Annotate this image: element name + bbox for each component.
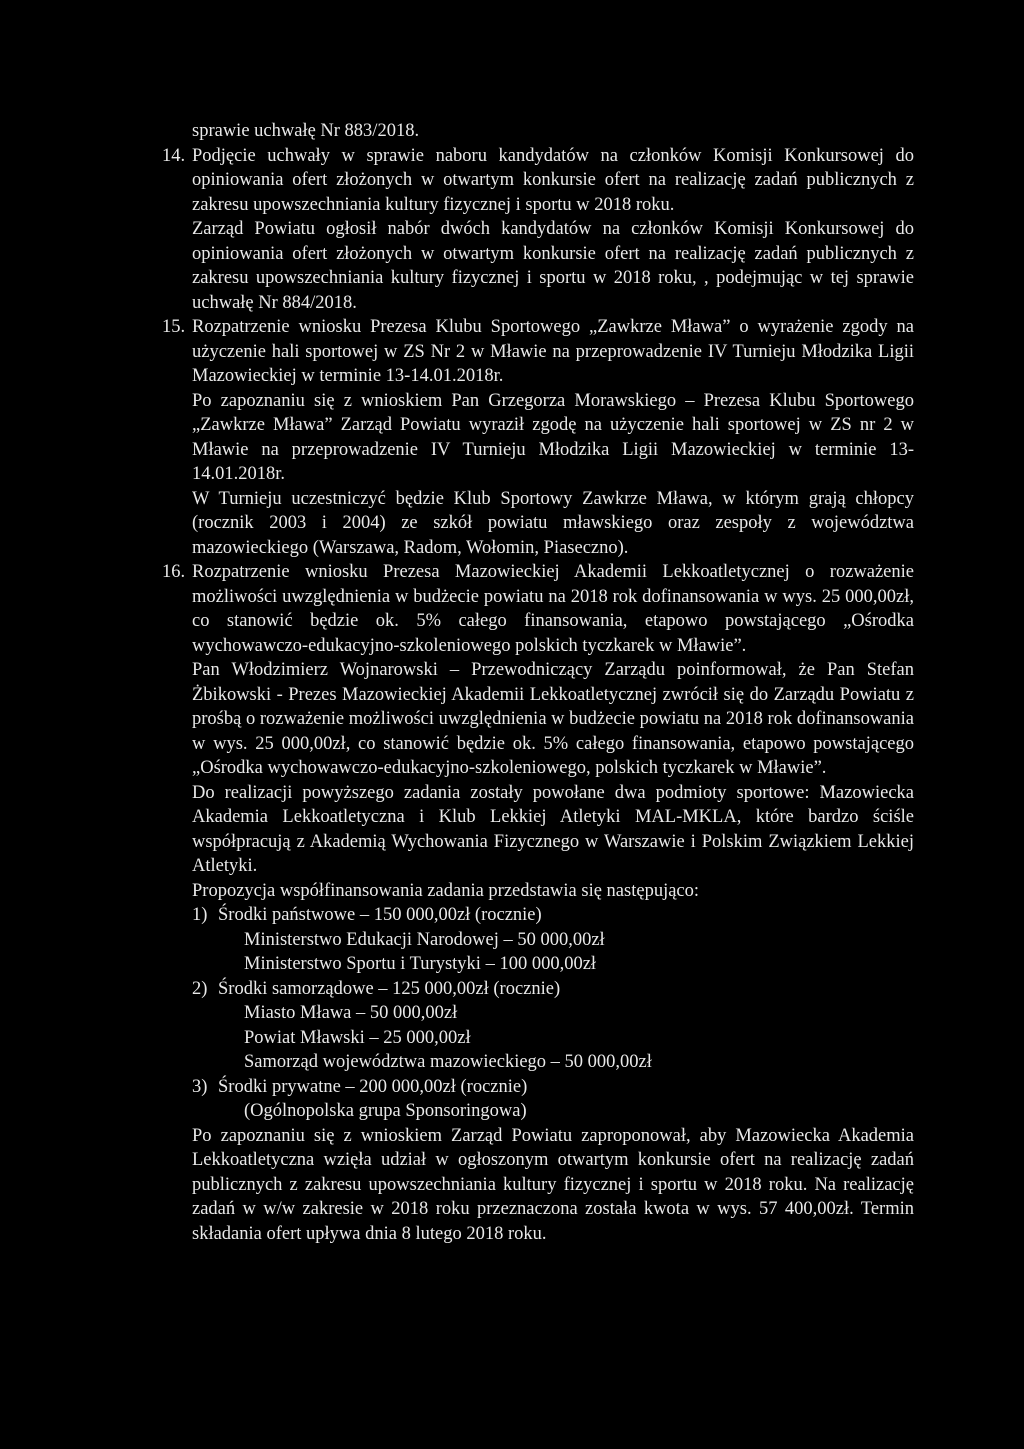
funding-head: Środki samorządowe – 125 000,00zł (rocznie) [218,978,561,999]
proposal-intro: Propozycja współfinansowania zadania przedstawia się następująco: [192,880,700,901]
funding-sub: Miasto Mława – 50 000,00zł [244,1003,458,1023]
item-body: W Turnieju uczestniczyć będzie Klub Sportowy Zawkrze Mława, w którym grają chłopcy (rocznik 2003 i 2004) ze szkół powiatu mławskiego oraz zespoły z województwa mazowieckiego (Warszawa, Radom, Wołomin, Piaseczno). [192,488,914,558]
funding-item [192,903,914,977]
funding-list [192,903,914,1124]
item-body: Pan Włodzimierz Wojnarowski – Przewodniczący Zarządu poinformował, że Pan Stefan Żbikowski - Prezes Mazowieckiej Akademii Lekkoatletycznej zwrócił się do Zarządu Powiatu z prośbą o rozważenie możliwości uwzględnienia w budżecie powiatu na 2018 rok dofinansowania w wys. 25 000,00zł, co stanowić będzie ok. 5% całego finansowania, etapowo powstającego „Ośrodka wychowawczo-edukacyjno-szkoleniowego, polskich tyczkarek w Mławie”. [192,660,914,778]
item-14 [162,144,914,316]
funding-sub: Ministerstwo Sportu i Turystyki – 100 000,00zł [244,954,597,974]
funding-head: Środki prywatne – 200 000,00zł (rocznie) [218,1076,528,1097]
funding-sub: (Ogólnopolska grupa Sponsoringowa) [244,1101,527,1121]
item-number: 14. [162,145,186,166]
document-page [162,119,914,1246]
item-15 [162,315,914,560]
item-body: Po zapoznaniu się z wnioskiem Pan Grzegorza Morawskiego – Prezesa Klubu Sportowego „Zawkrze Mława” Zarząd Powiatu wyraził zgodę na użyczenie hali sportowej w ZS nr 2 w Mławie na przeprowadzenie IV Turnieju Młodzika Ligii Mazowieckiej w terminie 13-14.01.2018r. [192,390,914,484]
funding-head: Środki państwowe – 150 000,00zł (rocznie) [218,905,542,925]
funding-number: 3) [192,1076,208,1097]
item-title: Rozpatrzenie wniosku Prezesa Klubu Sportowego „Zawkrze Mława” o wyrażenie zgody na użyczenie hali sportowej w ZS Nr 2 w Mławie na przeprowadzenie IV Turnieju Młodzika Ligii Mazowieckiej w terminie 13-14.01.2018r. [192,317,914,386]
item-title: Rozpatrzenie wniosku Prezesa Mazowieckiej Akademii Lekkoatletycznej o rozważenie możliwości uwzględnienia w budżecie powiatu na 2018 rok dofinansowania w wys. 25 000,00zł, co stanowić będzie ok. 5% całego finansowania, etapowo powstającego „Ośrodka wychowawczo-edukacyjno-szkoleniowego polskich tyczkarek w Mławie”. [192,562,914,656]
funding-sub: Ministerstwo Edukacji Narodowej – 50 000,00zł [244,929,605,950]
funding-sub: Samorząd województwa mazowieckiego – 50 000,00zł [244,1052,652,1072]
item-body: Do realizacji powyższego zadania zostały powołane dwa podmioty sportowe: Mazowiecka Akademia Lekkoatletyczna i Klub Lekkiej Atletyki MAL-MKLA, które bardzo ściśle współpracują z Akademią Wychowania Fizycznego w Warszawie i Polskim Związkiem Lekkiej Atletyki. [192,782,914,876]
funding-item [192,977,914,1075]
funding-number: 2) [192,978,208,999]
item-conclusion: Po zapoznaniu się z wnioskiem Zarząd Powiatu zaproponował, aby Mazowiecka Akademia Lekkoatletyczna wzięła udział w ogłoszonym otwartym konkursie ofert na realizację zadań publicznych z zakresu upowszechniania kultury fizycznej i sportu w 2018 roku. Na realizację zadań w w/w zakresie w 2018 roku przeznaczona została kwota w wys. 57 400,00zł. Termin składania ofert upływa dnia 8 lutego 2018 roku. [192,1125,914,1244]
funding-item [192,1075,914,1124]
funding-number: 1) [192,905,208,925]
item-number: 15. [162,317,186,337]
item-title: Podjęcie uchwały w sprawie naboru kandydatów na członków Komisji Konkursowej do opiniowania ofert złożonych w otwartym konkursie ofert na realizację zadań publicznych z zakresu upowszechniania kultury fizycznej i sportu w 2018 roku. [192,145,914,215]
intro-line: sprawie uchwałę Nr 883/2018. [192,121,420,141]
item-16 [162,560,914,1246]
item-number: 16. [162,562,186,582]
funding-sub: Powiat Mławski – 25 000,00zł [244,1027,471,1048]
item-body: Zarząd Powiatu ogłosił nabór dwóch kandydatów na członków Komisji Konkursowej do opiniowania ofert złożonych w otwartym konkursie ofert na realizację zadań publicznych z zakresu upowszechniania kultury fizycznej i sportu w 2018 roku, , podejmując w tej sprawie uchwałę Nr 884/2018. [192,219,914,313]
